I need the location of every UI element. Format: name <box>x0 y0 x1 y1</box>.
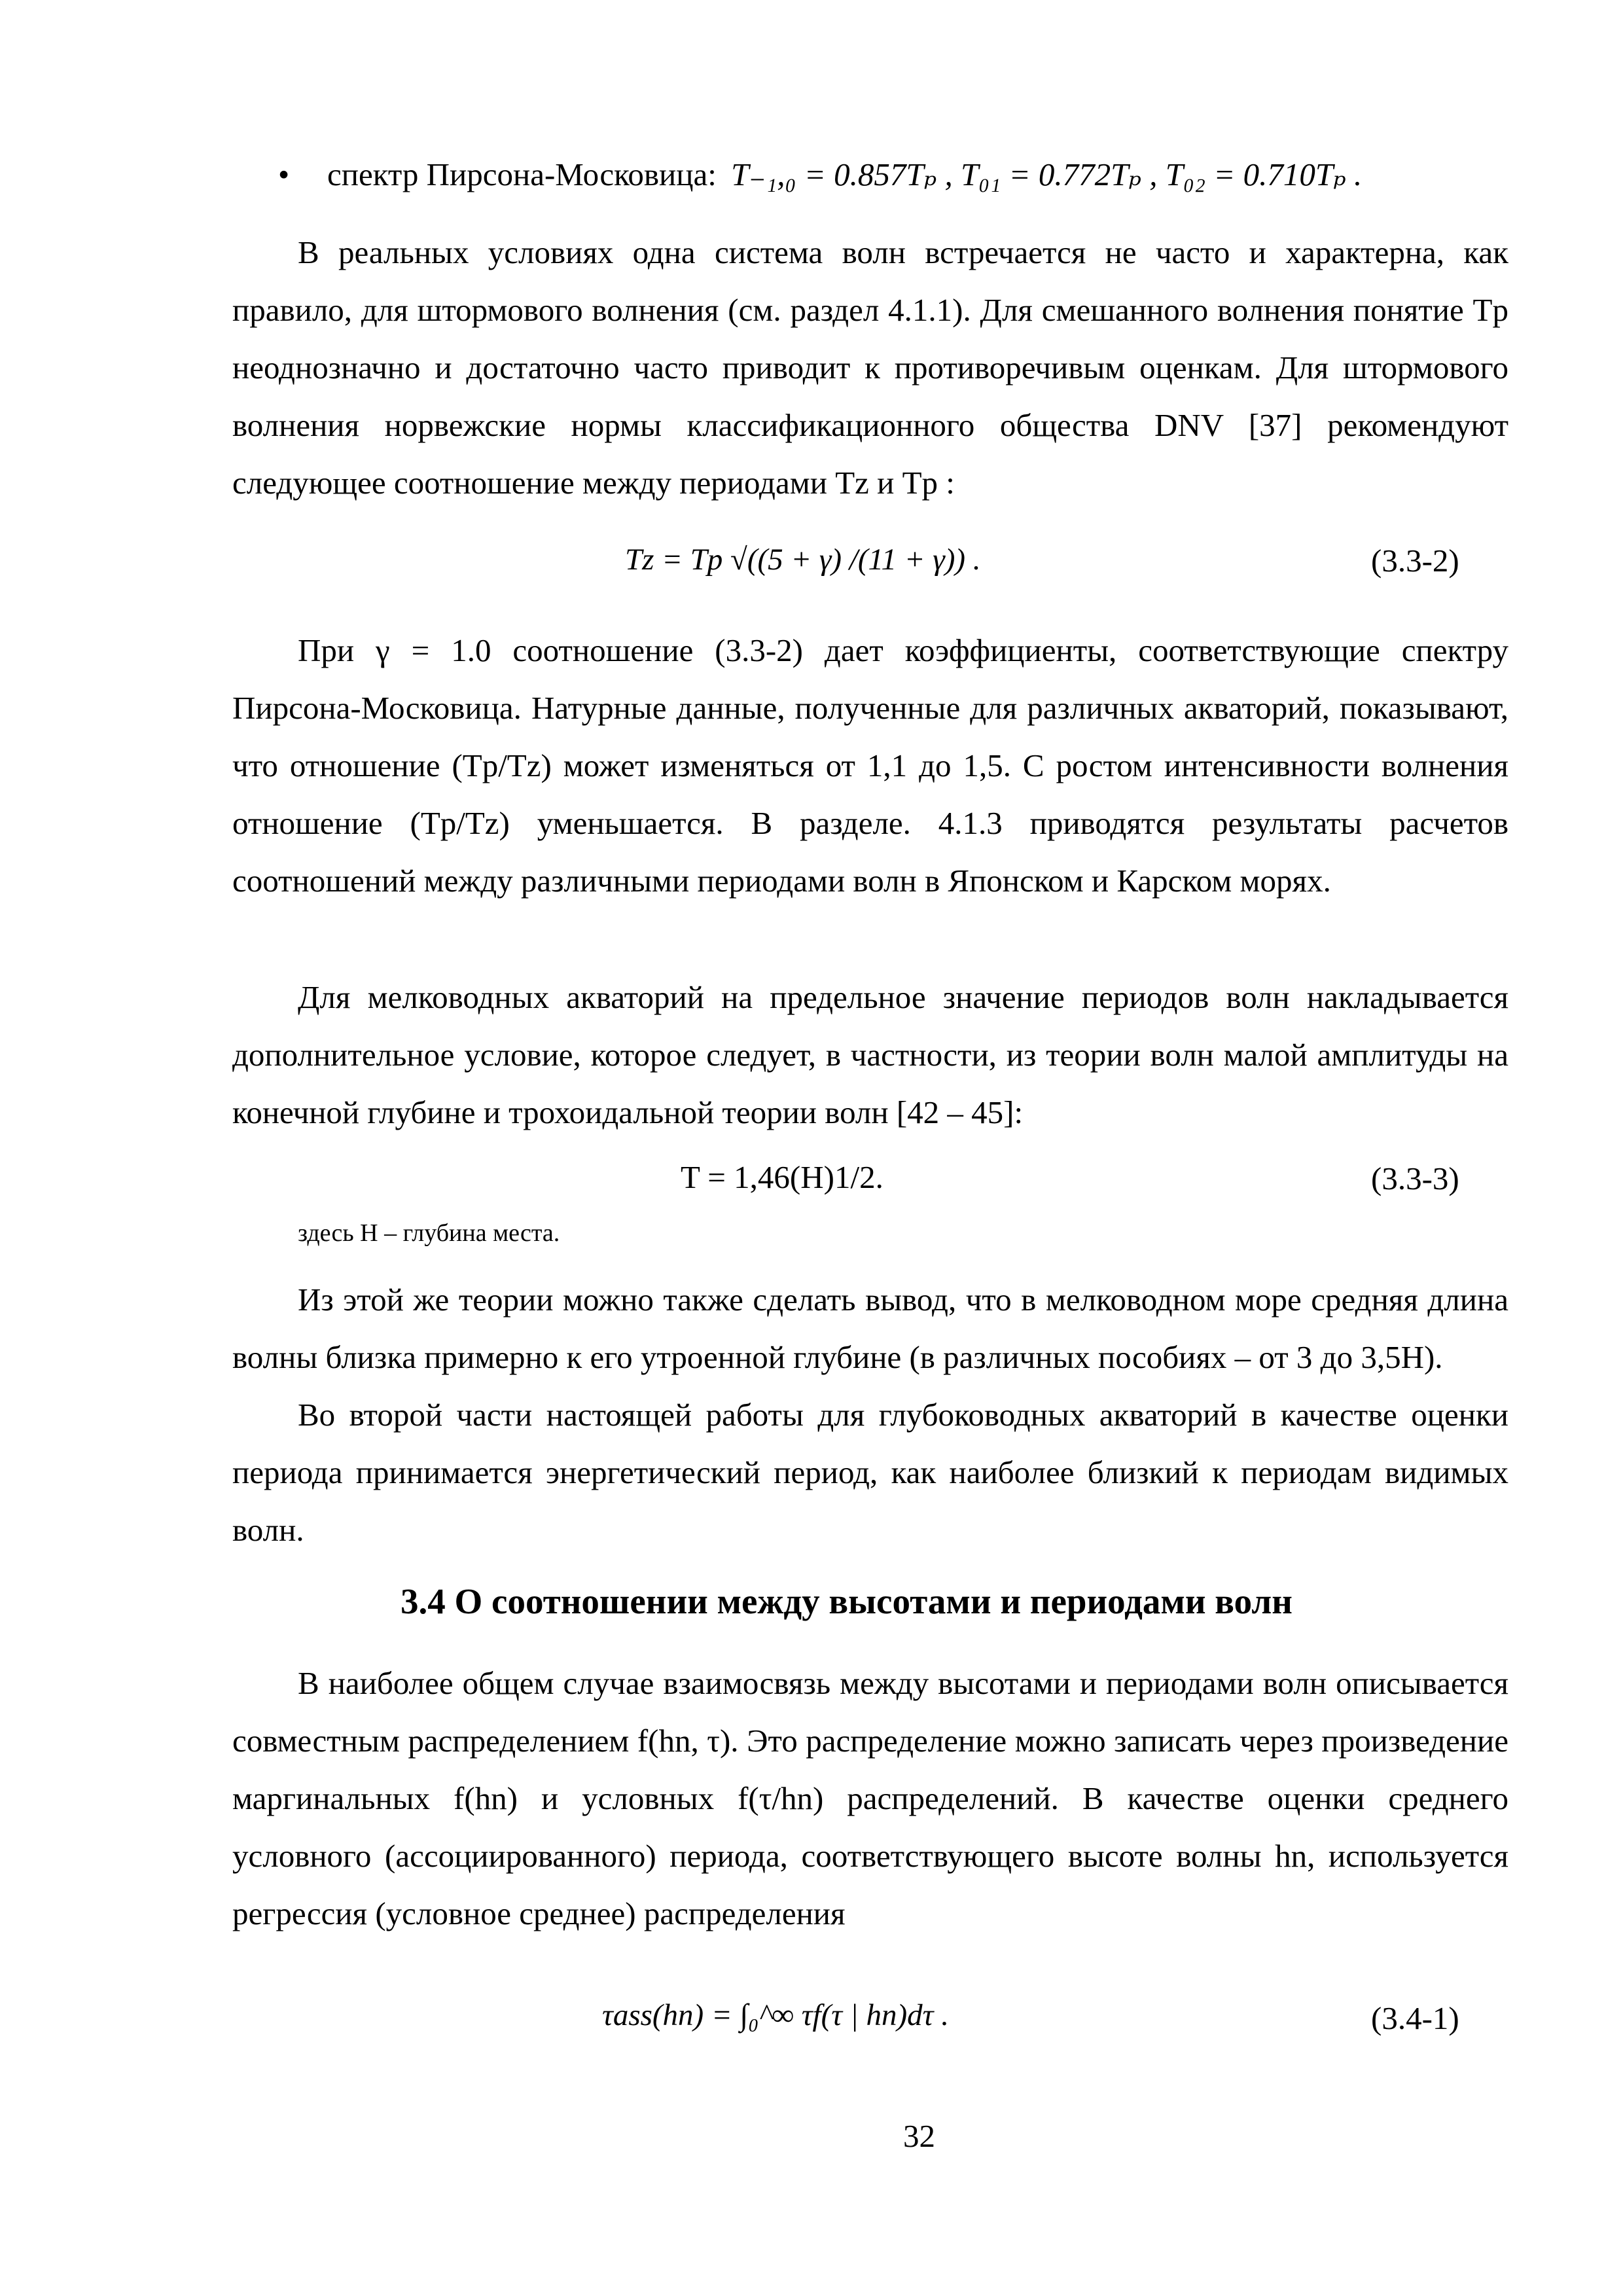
page-number: 32 <box>903 2118 935 2154</box>
bullet-line <box>327 156 1362 193</box>
equation-number-3-4-1: (3.4-1) <box>1371 2000 1459 2036</box>
paragraph-3: Для мелководных акваторий на предельное значение периодов волн накладывается дополнительное условие, которое следует, в частности, из теории волн малой амплитуды на конечной глубине и трохоидальной теории волн [42 – 45]: <box>232 979 1508 1130</box>
section-heading: 3.4 О соотношении между высотами и периодами волн <box>401 1581 1293 1621</box>
paragraph-4: Из этой же теории можно также сделать вывод, что в мелководном море средняя длина волны близка примерно к его утроенной глубине (в различных пособиях – от 3 до 3,5H). <box>232 1282 1508 1375</box>
paragraph-5: Во второй части настоящей работы для глубоководных акваторий в качестве оценки периода принимается энергетический период, как наиболее близкий к периодам видимых волн. <box>232 1397 1508 1548</box>
note-depth: здесь H – глубина места. <box>298 1219 560 1247</box>
paragraph-6: В наиболее общем случае взаимосвязь между высотами и периодами волн описывается совместным распределением f(hn, τ). Это распределение можно записать через произведение маргинальных f(hn) и условных f(τ/hn) распределений. В качестве оценки среднего условного (ассоциированного) периода, соответствующего высоте волны hn, используется регрессия (условное среднее) распределения <box>232 1665 1508 1931</box>
equation-number-3-3-3: (3.3-3) <box>1371 1160 1459 1196</box>
equation-3-3-2: Tz = Tp √((5 + γ) /(11 + γ)) . <box>625 543 981 577</box>
paragraph-1: В реальных условиях одна система волн встречается не часто и характерна, как правило, для штормового волнения (см. раздел 4.1.1). Для смешанного волнения понятие Tp неоднозначно и достаточно часто приводит к противоречивым оценкам. Для штормового волнения норвежские нормы классификационного общества DNV [37] рекомендуют следующее соотношение между периодами Tz и Tp : <box>232 234 1508 501</box>
bullet-formula: T₋₁,₀ = 0.857Tₚ , T₀₁ = 0.772Tₚ , T₀₂ = 0.710Tₚ . <box>731 156 1363 192</box>
paragraph-2: При γ = 1.0 соотношение (3.3-2) дает коэффициенты, соответствующие спектру Пирсона-Московица. Натурные данные, полученные для различных акваторий, показывают, что отношение (Tp/Tz) может изменяться от 1,1 до 1,5. С ростом интенсивности волнения отношение (Tp/Tz) уменьшается. В разделе. 4.1.3 приводятся результаты расчетов соотношений между различными периодами волн в Японском и Карском морях. <box>232 632 1508 899</box>
bullet-dot: • <box>278 156 290 192</box>
equation-number-3-3-2: (3.3-2) <box>1371 543 1459 579</box>
bullet-label: спектр Пирсона-Московица: <box>327 156 717 192</box>
equation-3-3-3: T = 1,46(H)1/2. <box>681 1159 883 1195</box>
equation-3-4-1: τass(hn) = ∫₀^∞ τf(τ | hn)dτ . <box>602 1998 949 2032</box>
